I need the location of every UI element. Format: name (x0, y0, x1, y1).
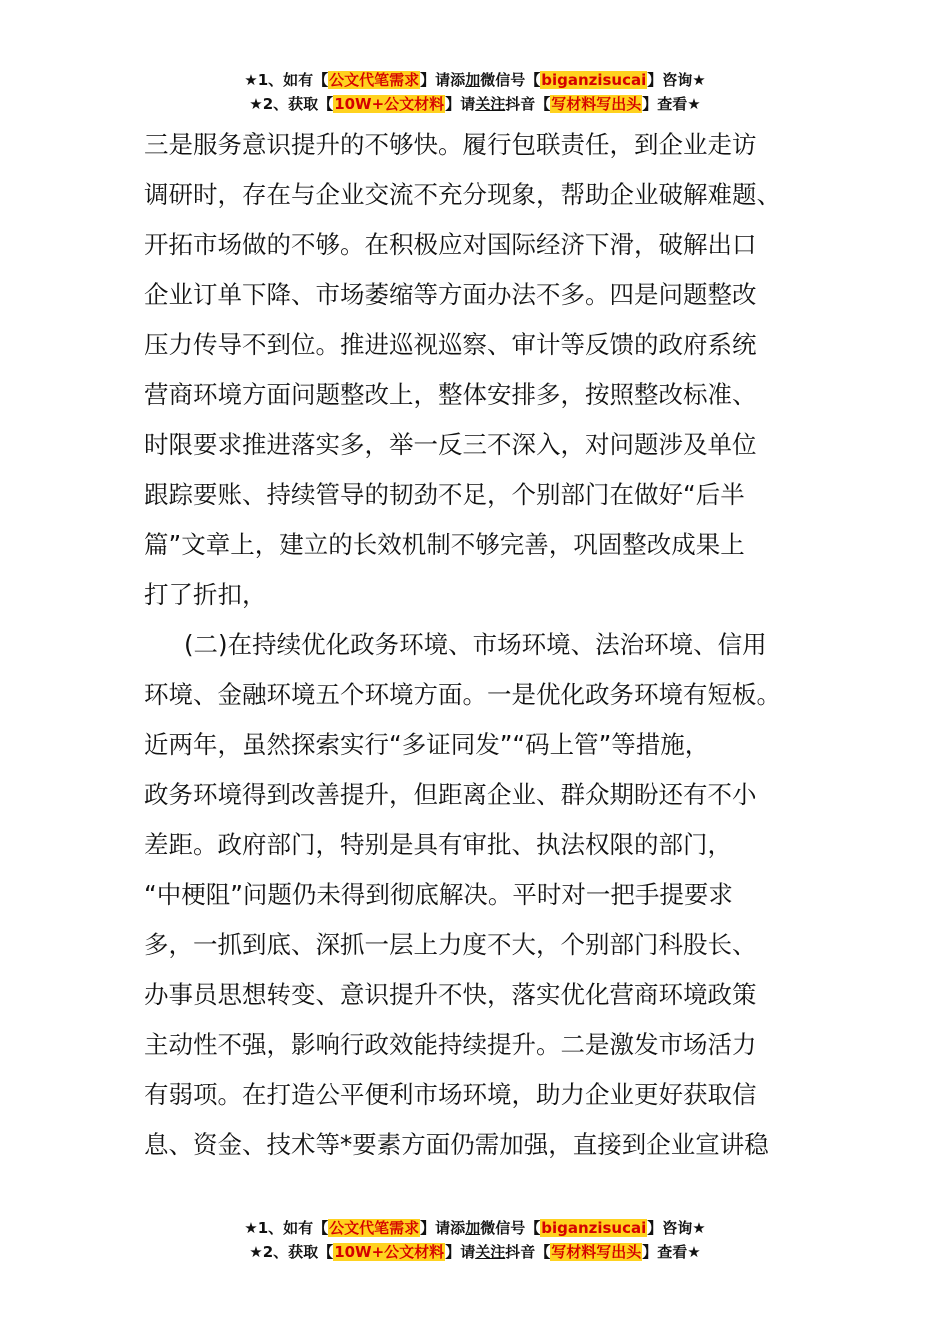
banner-highlight: 公文代笔需求 (329, 1219, 420, 1237)
banner-text: 】请 (445, 95, 476, 113)
banner-text: 抖音【 (505, 1243, 551, 1261)
banner-underline: 关注 (475, 1243, 506, 1261)
banner-underline: 关注 (475, 95, 506, 113)
banner-highlight: biganzisucai (541, 71, 647, 89)
body-line: 多，一抓到底、深抓一层上力度不大，个别部门科股长、 (144, 930, 757, 959)
banner-text: 】咨询★ (647, 71, 706, 89)
document-body (144, 120, 804, 1170)
body-line: 开拓市场做的不够。在积极应对国际经济下滑，破解出口 (144, 230, 757, 259)
banner-text: 】咨询★ (647, 1219, 706, 1237)
banner-line-1 (0, 1216, 950, 1240)
body-line: 有弱项。在打造公平便利市场环境，助力企业更好获取信 (144, 1080, 757, 1109)
body-line: 主动性不强，影响行政效能持续提升。二是激发市场活力 (144, 1030, 757, 1059)
body-line: 政务环境得到改善提升，但距离企业、群众期盼还有不小 (144, 780, 757, 809)
banner-text: 微信号【 (480, 1219, 541, 1237)
banner-text: 抖音【 (505, 95, 551, 113)
banner-text: ★1、如有【 (244, 71, 329, 89)
banner-text: 】请添 (420, 1219, 466, 1237)
body-line: 压力传导不到位。推进巡视巡察、审计等反馈的政府系统 (144, 330, 757, 359)
banner-text: ★2、获取【 (249, 95, 334, 113)
body-line: 时限要求推进落实多，举一反三不深入，对问题涉及单位 (144, 430, 757, 459)
banner-highlight: 10W+公文材料 (334, 95, 445, 113)
body-line: “中梗阻”问题仍未得到彻底解决。平时对一把手提要求 (144, 880, 733, 909)
banner-text: 微信号【 (480, 71, 541, 89)
banner-highlight: 写材料写出头 (551, 95, 642, 113)
body-line: 跟踪要账、持续管导的韧劲不足，个别部门在做好“后半 (144, 480, 745, 509)
banner-highlight: biganzisucai (541, 1219, 647, 1237)
body-line: 差距。政府部门，特别是具有审批、执法权限的部门， (144, 830, 732, 859)
body-line: 近两年，虽然探索实行“多证同发”“码上管”等措施， (144, 730, 710, 759)
banner-text: ★2、获取【 (249, 1243, 334, 1261)
banner-underline: 加 (465, 71, 481, 89)
banner-line-2 (0, 92, 950, 116)
banner-text: 】请添 (420, 71, 466, 89)
banner-highlight: 10W+公文材料 (334, 1243, 445, 1261)
banner-underline: 加 (465, 1219, 481, 1237)
banner-text: 】查看★ (642, 1243, 701, 1261)
banner-text: 】查看★ (642, 95, 701, 113)
footer-banner (0, 1216, 950, 1264)
banner-highlight: 写材料写出头 (551, 1243, 642, 1261)
body-line: 调研时，存在与企业交流不充分现象，帮助企业破解难题、 (144, 180, 781, 209)
banner-text: ★1、如有【 (244, 1219, 329, 1237)
body-line: 息、资金、技术等*要素方面仍需加强，直接到企业宣讲稳 (144, 1130, 769, 1159)
body-line: 办事员思想转变、意识提升不快，落实优化营商环境政策 (144, 980, 757, 1009)
banner-text: 】请 (445, 1243, 476, 1261)
body-line: 企业订单下降、市场萎缩等方面办法不多。四是问题整改 (144, 280, 757, 309)
body-line: 打了折扣， (144, 580, 267, 609)
body-line: 营商环境方面问题整改上，整体安排多，按照整改标准、 (144, 380, 757, 409)
body-line: 篇”文章上，建立的长效机制不够完善，巩固整改成果上 (144, 530, 745, 559)
body-line: 三是服务意识提升的不够快。履行包联责任，到企业走访 (144, 130, 757, 159)
banner-line-1 (0, 68, 950, 92)
section-heading-line: (二)在持续优化政务环境、市场环境、法治环境、信用 (184, 630, 767, 659)
banner-highlight: 公文代笔需求 (329, 71, 420, 89)
body-line: 环境、金融环境五个环境方面。一是优化政务环境有短板。 (144, 680, 781, 709)
banner-line-2 (0, 1240, 950, 1264)
header-banner (0, 68, 950, 116)
